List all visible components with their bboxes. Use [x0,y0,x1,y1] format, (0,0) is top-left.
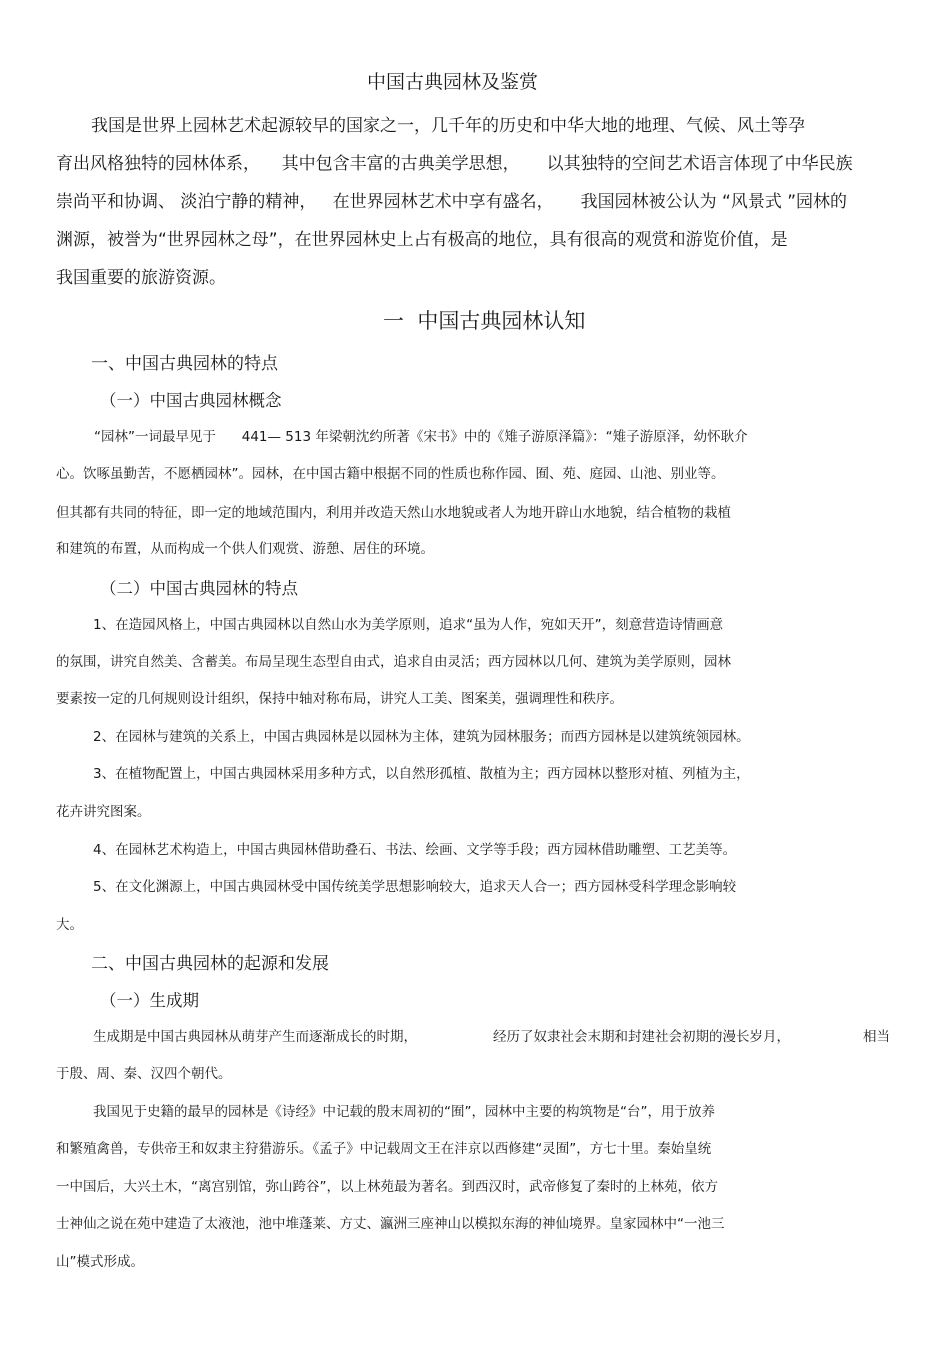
intro-line: 我国是世界上园林艺术起源较早的国家之一，几千年的历史和中华大地的地理、气候、风土等孕 [91,116,805,136]
paragraph-line: 5、在文化渊源上，中国古典园林受中国传统美学思想影响较大，追求天人合一；西方园林受科学理念影响较 [93,879,737,895]
paragraph-line: 但其都有共同的特征，即一定的地域范围内，利用并改造天然山水地貌或者人为地开辟山水地貌，结合植物的栽植 [56,505,731,521]
intro-line: 崇尚平和协调、 淡泊宁静的精神， 在世界园林艺术中享有盛名， 我国园林被公认为 “风景式 ”园林的 [56,192,848,212]
paragraph-line: 我国见于史籍的最早的园林是《诗经》中记载的殷末周初的“囿”，园林中主要的构筑物是“台”，用于放养 [93,1104,715,1120]
paragraph-line: 大。 [56,917,83,933]
paragraph-line: 4、在园林艺术构造上，中国古典园林借助叠石、书法、绘画、文学等手段；西方园林借助雕塑、工艺美等。 [93,842,737,858]
paragraph-line: 相当 [863,1029,890,1045]
subsubsection-heading: （一）中国古典园林概念 [100,391,282,410]
section-heading: 一 中国古典园林认知 [383,309,586,333]
paragraph-line: 2、在园林与建筑的关系上，中国古典园林是以园林为主体，建筑为园林服务；而西方园林是以建筑统领园林。 [93,729,750,745]
paragraph-line: 心。饮啄虽勤苦，不愿栖园林”。园林，在中国古籍中根据不同的性质也称作园、囿、苑、庭园、山池、别业等。 [56,466,725,482]
paragraph-line: 经历了奴隶社会末期和封建社会初期的漫长岁月， [493,1029,790,1045]
subsection-heading: 一、中国古典园林的特点 [91,354,278,374]
paragraph-line: 士神仙之说在苑中建造了太液池，池中堆蓬莱、方丈、瀛洲三座神山以模拟东海的神仙境界。皇家园林中“一池三 [56,1216,725,1232]
subsubsection-heading: （二）中国古典园林的特点 [100,579,298,598]
paragraph-line: “园林”一词最早见于 441— 513 年梁朝沈约所著《宋书》中的《雉子游原泽篇》：“雉子游原泽，幼怀耿介 [94,429,748,445]
paragraph-line: 一中国后，大兴土木，“离宫别馆，弥山跨谷”，以上林苑最为著名。到西汉时，武帝修复了秦时的上林苑，依方 [56,1179,718,1195]
paragraph-line: 1、在造园风格上，中国古典园林以自然山水为美学原则，追求“虽为人作，宛如天开”，刻意营造诗情画意 [93,617,724,633]
paragraph-line: 的氛围，讲究自然美、含蓄美。布局呈现生态型自由式，追求自由灵活；西方园林以几何、建筑为美学原则，园林 [56,654,731,670]
paragraph-line: 于殷、周、秦、汉四个朝代。 [56,1066,232,1082]
paragraph-line: 要素按一定的几何规则设计组织，保持中轴对称布局，讲究人工美、图案美，强调理性和秩序。 [56,691,623,707]
paragraph-line: 生成期是中国古典园林从萌芽产生而逐渐成长的时期， [93,1029,417,1045]
subsection-heading: 二、中国古典园林的起源和发展 [91,954,329,974]
intro-line: 育出风格独特的园林体系， 其中包含丰富的古典美学思想， 以其独特的空间艺术语言体现了中华民族 [56,154,853,174]
intro-line: 渊源，被誉为“世界园林之母”，在世界园林史上占有极高的地位，具有很高的观赏和游览价值，是 [56,230,788,250]
doc-title: 中国古典园林及鉴赏 [367,71,539,93]
paragraph-line: 3、在植物配置上，中国古典园林采用多种方式，以自然形孤植、散植为主；西方园林以整形对植、列植为主， [93,766,750,782]
paragraph-line: 和繁殖禽兽，专供帝王和奴隶主狩猎游乐。《孟子》中记载周文王在沣京以西修建“灵囿”，方七十里。秦始皇统 [56,1141,712,1157]
paragraph-line: 和建筑的布置，从而构成一个供人们观赏、游憩、居住的环境。 [56,541,434,557]
subsubsection-heading: （一）生成期 [100,991,199,1010]
intro-line: 我国重要的旅游资源。 [56,268,226,288]
paragraph-line: 花卉讲究图案。 [56,804,151,820]
paragraph-line: 山”模式形成。 [56,1254,144,1270]
